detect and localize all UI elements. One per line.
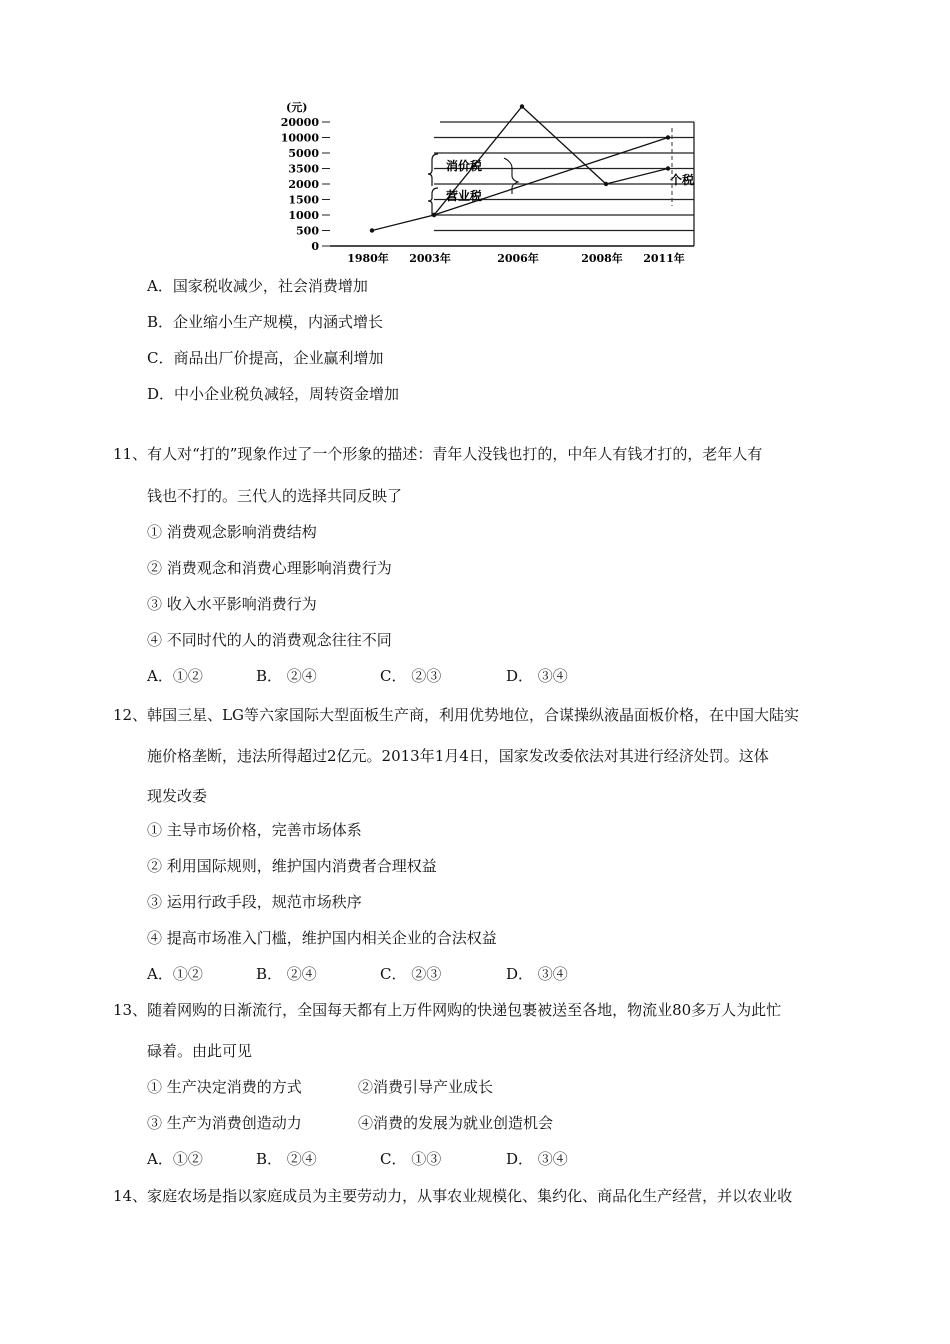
y-axis-title: (元) xyxy=(286,101,308,114)
q12-stem-line2: 施价格垄断，违法所得超过2亿元。2013年1月4日，国家发改委依法对其进行经济处罚。这体 xyxy=(147,747,769,765)
q12-answer-b: B． ②④ xyxy=(256,965,317,983)
q11-item-3: ③ 收入水平影响消费行为 xyxy=(147,595,317,613)
series-line-1 xyxy=(434,138,668,216)
x-tick-label: 2011年 xyxy=(643,252,685,265)
q11-stem-line1: 11、有人对“打的”现象作过了一个形象的描述：青年人没钱也打的，中年人有钱才打的，老年人有 xyxy=(113,445,763,463)
x-tick-label: 2008年 xyxy=(581,252,623,265)
q13-answer-c: C． ①③ xyxy=(380,1150,442,1168)
q12-answer-c: C． ②③ xyxy=(380,965,442,983)
y-tick-label: 3500 xyxy=(288,162,319,176)
annotation-business-tax: 营业税 xyxy=(446,189,483,203)
brace-consumption-tax xyxy=(428,154,438,186)
chart-svg xyxy=(268,98,708,266)
annotation-income-tax: 个税 xyxy=(670,173,695,187)
q12-stem-line3: 现发改委 xyxy=(147,787,208,805)
q12-answer-a: A．①② xyxy=(147,965,203,983)
q10-option-d: D．中小企业税负减轻，周转资金增加 xyxy=(147,385,400,403)
q13-answer-a: A．①② xyxy=(147,1150,203,1168)
q13-stem-line1: 13、随着网购的日渐流行，全国每天都有上万件网购的快递包裹被送至各地，物流业80多万人为此忙 xyxy=(113,1001,782,1019)
y-tick-label: 2000 xyxy=(288,178,319,191)
series-point xyxy=(604,182,608,186)
q14-stem-line1: 14、家庭农场是指以家庭成员为主要劳动力，从事农业规模化、集约化、商品化生产经营，并以农业收 xyxy=(113,1187,793,1205)
series-point xyxy=(520,104,524,108)
brace-right xyxy=(504,158,518,194)
q11-answer-d: D． ③④ xyxy=(506,667,568,685)
x-tick-label: 2003年 xyxy=(409,252,451,265)
series-point xyxy=(666,166,670,170)
q10-option-b: B．企业缩小生产规模，内涵式增长 xyxy=(147,313,384,331)
q11-item-2: ② 消费观念和消费心理影响消费行为 xyxy=(147,559,392,577)
series-point xyxy=(370,228,374,232)
q13-stem-line2: 碌着。由此可见 xyxy=(147,1042,253,1060)
q11-answer-c: C． ②③ xyxy=(380,667,442,685)
q12-item-4: ④ 提高市场准入门槛，维护国内相关企业的合法权益 xyxy=(147,929,497,947)
q11-item-4: ④ 不同时代的人的消费观念往往不同 xyxy=(147,631,392,649)
y-tick-label: 20000 xyxy=(280,116,319,129)
y-tick-label: 10000 xyxy=(280,131,319,145)
q12-item-1: ① 主导市场价格，完善市场体系 xyxy=(147,821,362,839)
q12-item-2: ② 利用国际规则，维护国内消费者合理权益 xyxy=(147,857,437,875)
q11-item-1: ① 消费观念影响消费结构 xyxy=(147,523,317,541)
q13-item-1: ① 生产决定消费的方式 xyxy=(147,1078,302,1096)
y-tick-label: 500 xyxy=(296,224,319,238)
q13-answer-b: B． ②④ xyxy=(256,1150,317,1168)
q13-answer-d: D． ③④ xyxy=(506,1150,568,1168)
y-tick-label: 1000 xyxy=(288,209,319,222)
q13-item-4: ④消费的发展为就业创造机会 xyxy=(358,1114,554,1132)
q12-item-3: ③ 运用行政手段，规范市场秩序 xyxy=(147,893,362,911)
y-tick-label: 1500 xyxy=(288,193,319,207)
y-tick-label: 0 xyxy=(311,240,319,253)
q10-option-c: C．商品出厂价提高，企业赢利增加 xyxy=(147,349,384,367)
x-tick-label: 1980年 xyxy=(347,252,389,265)
q11-answer-b: B． ②④ xyxy=(256,667,317,685)
x-tick-label: 2006年 xyxy=(497,252,539,265)
y-tick-label: 5000 xyxy=(288,147,319,160)
annotation-consumption-tax: 消价税 xyxy=(446,159,483,173)
q10-option-a: A．国家税收减少，社会消费增加 xyxy=(147,277,368,295)
q11-stem-line2: 钱也不打的。三代人的选择共同反映了 xyxy=(147,487,403,505)
q13-item-3: ③ 生产为消费创造动力 xyxy=(147,1114,302,1132)
q12-answer-d: D． ③④ xyxy=(506,965,568,983)
q11-answer-a: A．①② xyxy=(147,667,203,685)
q12-stem-line1: 12、韩国三星、LG等六家国际大型面板生产商，利用优势地位，合谋操纵液晶面板价格，在中国大陆实 xyxy=(113,706,800,724)
tax-threshold-chart xyxy=(268,98,708,266)
series-point xyxy=(666,135,670,139)
q13-item-2: ②消费引导产业成长 xyxy=(358,1078,494,1096)
